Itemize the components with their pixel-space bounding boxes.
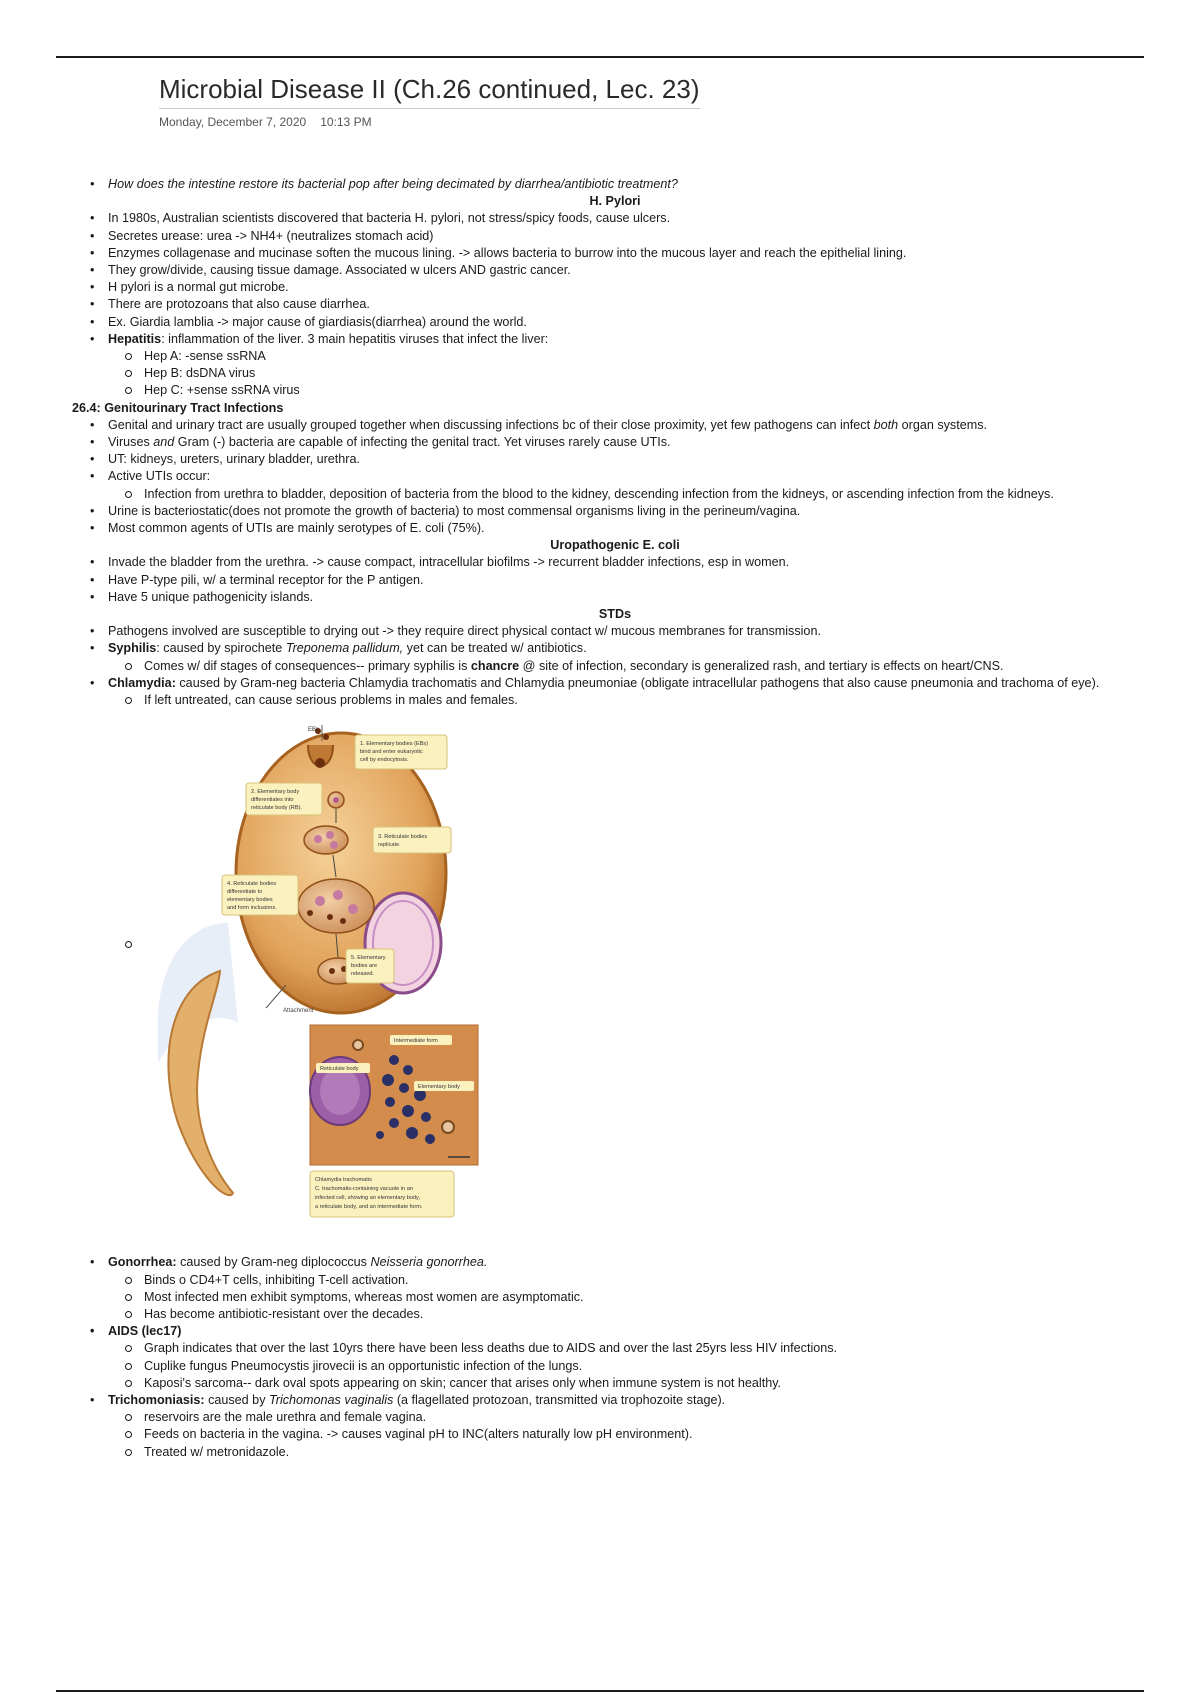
callout-step-2 — [246, 783, 322, 815]
callout-text: reticulate body (RB). — [251, 805, 302, 812]
vacuole-replicating — [304, 826, 348, 854]
eb-label: EBs — [308, 727, 320, 734]
callout-text: 3. Reticulate bodies — [378, 834, 428, 841]
list-item: • Secretes urease: urea -> NH4+ (neutralizes stomach acid) — [70, 228, 1160, 245]
elementary-body-micro — [389, 1118, 399, 1128]
list-item: Cuplike fungus Pneumocystis jirovecii is an opportunistic infection of the lungs. — [70, 1358, 1160, 1375]
micro-label-intermediate: Intermediate form — [394, 1038, 438, 1045]
section-title: Genitourinary Tract Infections — [100, 400, 284, 415]
elementary-body-micro — [389, 1055, 399, 1065]
callout-text: 5. Elementary — [351, 955, 386, 962]
list-item: • Ex. Giardia lamblia -> major cause of giardiasis(diarrhea) around the world. — [70, 314, 1160, 331]
attachment-pointer — [266, 985, 286, 1008]
elementary-body-micro — [421, 1112, 431, 1122]
elementary-body-entering — [315, 758, 325, 768]
reticulate-body — [314, 835, 322, 843]
list-item — [70, 417, 1160, 434]
text-run: organ systems. — [898, 417, 988, 432]
list-item: Most infected men exhibit symptoms, whereas most women are asymptomatic. — [70, 1289, 1160, 1306]
hepatitis-text: : inflammation of the liver. 3 main hepatitis viruses that infect the liver: — [161, 331, 549, 346]
top-rule — [56, 56, 1144, 58]
heading-uropathogenic-e-coli: Uropathogenic E. coli — [550, 538, 680, 553]
elementary-body — [329, 968, 335, 974]
list-item: • UT: kidneys, ureters, urinary bladder, urethra. — [70, 451, 1160, 468]
list-item: Has become antibiotic-resistant over the decades. — [70, 1306, 1160, 1323]
list-item: Feeds on bacteria in the vagina. -> causes vaginal pH to INC(alters naturally low pH environment). — [70, 1426, 1160, 1443]
chlamydia-micrograph — [310, 1025, 478, 1165]
list-item: • How does the intestine restore its bacterial pop after being decimated by diarrhea/antibiotic treatment? — [70, 176, 1160, 193]
reticulate-body-core — [320, 1067, 360, 1115]
text-run: Genital and urinary tract are usually grouped together when discussing infections bc of their close proximity, yet few pathogens can infect — [108, 417, 874, 432]
text-run: (a flagellated protozoan, transmitted via trophozoite stage). — [393, 1392, 726, 1407]
callout-box — [373, 827, 451, 853]
elementary-body-micro — [406, 1127, 418, 1139]
list-item-gonorrhea — [70, 1254, 1160, 1271]
caption-text: a reticulate body, and an intermediate form. — [315, 1204, 423, 1211]
callout-text: released. — [351, 971, 375, 978]
list-item-syphilis — [70, 640, 1160, 657]
text-run: caused by Gram-neg bacteria Chlamydia trachomatis and Chlamydia pneumoniae (obligate intracellular pathogens that also cause pneumonia and trachoma of eye). — [175, 675, 1100, 690]
elementary-body — [327, 914, 333, 920]
note-datetime — [159, 115, 700, 129]
list-item: • They grow/divide, causing tissue damage. Associated w ulcers AND gastric cancer. — [70, 262, 1160, 279]
elementary-body-micro — [382, 1074, 394, 1086]
list-item: reservoirs are the male urethra and female vagina. — [70, 1409, 1160, 1426]
list-item: • Active UTIs occur: — [70, 468, 1160, 485]
list-item: Infection from urethra to bladder, deposition of bacteria from the blood to the kidney, descending infection from the kidneys, or ascending infection from the kidneys. — [70, 486, 1160, 503]
elementary-body-micro — [425, 1134, 435, 1144]
list-item: • Enzymes collagenase and mucinase soften the mucous lining. -> allows bacteria to burrow into the mucous layer and reach the epithelial lining. — [70, 245, 1160, 262]
elementary-body-micro — [399, 1083, 409, 1093]
micro-label-reticulate: Reticulate body — [320, 1066, 359, 1073]
list-item: Hep A: -sense ssRNA — [70, 348, 1160, 365]
list-item: • H pylori is a normal gut microbe. — [70, 279, 1160, 296]
list-item — [70, 434, 1160, 451]
text-run: caused by — [204, 1392, 269, 1407]
list-item: Hep C: +sense ssRNA virus — [70, 382, 1160, 399]
elementary-body — [340, 918, 346, 924]
list-item: • Pathogens involved are susceptible to drying out -> they require direct physical contact w/ mucous membranes for transmission. — [70, 623, 1160, 640]
note-body — [70, 176, 1160, 1461]
callout-text: 2. Elementary body — [251, 789, 300, 796]
reticulate-body — [348, 904, 358, 914]
term-chlamydia: Chlamydia: — [108, 675, 176, 690]
intermediate-form-micro — [353, 1040, 363, 1050]
term-gonorrhea: Gonorrhea: — [108, 1255, 177, 1270]
text-run-italic: and — [153, 435, 175, 450]
section-heading-genitourinary — [70, 400, 1160, 417]
micro-label-elementary: Elementary body — [418, 1084, 460, 1091]
text-run-italic: Trichomonas vaginalis — [269, 1392, 394, 1407]
term-hepatitis: Hepatitis — [108, 331, 162, 346]
text-run: caused by Gram-neg diplococcus — [176, 1255, 371, 1270]
bottom-rule — [56, 1690, 1144, 1692]
text-run: Gram (-) bacteria are capable of infecting the genital tract. Yet viruses rarely cause UTIs. — [174, 435, 671, 450]
caption-text: Chlamydia trachomatis — [315, 1177, 372, 1184]
callout-text: elementary bodies — [227, 897, 273, 904]
figure-caption — [310, 1171, 454, 1217]
list-item: Hep B: dsDNA virus — [70, 365, 1160, 382]
list-item — [70, 658, 1160, 675]
term-trichomoniasis: Trichomoniasis: — [108, 1392, 205, 1407]
elementary-body-micro — [403, 1065, 413, 1075]
list-item: If left untreated, can cause serious problems in males and females. — [70, 692, 1160, 709]
list-item: • Invade the bladder from the urethra. -> cause compact, intracellular biofilms -> recurrent bladder infections, esp in women. — [70, 554, 1160, 571]
callout-text: cell by endocytosis. — [360, 757, 409, 764]
list-item: • Most common agents of UTIs are mainly serotypes of E. coli (75%). — [70, 520, 1160, 537]
callout-step-3 — [373, 827, 451, 853]
text-run-italic: Neisseria gonorrhea. — [370, 1255, 488, 1270]
callout-text: and form inclusions. — [227, 905, 277, 912]
list-item: • Have 5 unique pathogenicity islands. — [70, 589, 1160, 606]
chlamydia-life-cycle-figure — [158, 723, 518, 1253]
list-item: • There are protozoans that also cause diarrhea. — [70, 296, 1160, 313]
reticulate-body — [326, 831, 334, 839]
callout-text: 4. Reticulate bodies — [227, 881, 277, 888]
reticulate-body — [315, 896, 325, 906]
callout-step-5 — [346, 949, 394, 983]
vacuole-inclusion — [298, 879, 374, 933]
section-number: 26.4: — [72, 400, 101, 415]
reticulate-body — [330, 841, 338, 849]
caption-text: C. trachomatis-containing vacuole in an — [315, 1186, 413, 1193]
text-run: @ site of infection, secondary is generalized rash, and tertiary is effects on heart/CNS. — [519, 658, 1004, 673]
callout-text: bodies are — [351, 963, 378, 970]
heading-h-pylori: H. Pylori — [589, 194, 641, 209]
intermediate-form-micro — [442, 1121, 454, 1133]
list-item: • Have P-type pili, w/ a terminal receptor for the P antigen. — [70, 572, 1160, 589]
callout-step-1 — [355, 735, 447, 769]
list-item-aids: • AIDS (lec17) — [70, 1323, 1160, 1340]
list-item: Treated w/ metronidazole. — [70, 1444, 1160, 1461]
callout-step-4 — [222, 875, 298, 915]
text-run: yet can be treated w/ antibiotics. — [403, 641, 587, 656]
text-run-italic: Treponema pallidum, — [285, 641, 404, 656]
list-item-chlamydia — [70, 675, 1160, 692]
list-item-trichomoniasis — [70, 1392, 1160, 1409]
elementary-body-outside — [323, 734, 329, 740]
note-time: 10:13 PM — [320, 115, 372, 129]
callout-text: bind and enter eukaryotic — [360, 749, 423, 756]
page-title: Microbial Disease II (Ch.26 continued, Lec. 23) — [159, 74, 700, 109]
list-item: • In 1980s, Australian scientists discovered that bacteria H. pylori, not stress/spicy foods, cause ulcers. — [70, 210, 1160, 227]
callout-text: differentiate to — [227, 889, 263, 896]
caption-text: infected cell, showing an elementary body, — [315, 1195, 420, 1202]
note-date: Monday, December 7, 2020 — [159, 115, 307, 129]
reticulate-body — [333, 890, 343, 900]
list-item: Binds o CD4+T cells, inhibiting T-cell activation. — [70, 1272, 1160, 1289]
figure-bullet — [125, 941, 132, 948]
chlamydia-figure-row — [70, 709, 1160, 1254]
text-run: : caused by spirochete — [156, 641, 286, 656]
callout-text: replicate. — [378, 842, 401, 849]
elementary-body — [307, 910, 313, 916]
note-header — [159, 74, 700, 129]
list-item: • Urine is bacteriostatic(does not promote the growth of bacteria) to most commensal organisms living in the perineum/vagina. — [70, 503, 1160, 520]
term-syphilis: Syphilis — [108, 641, 157, 656]
attachment-label: Attachment — [283, 1008, 314, 1015]
text-run-italic: both — [873, 417, 899, 432]
text-run-bold: chancre — [470, 658, 520, 673]
elementary-body-micro — [402, 1105, 414, 1117]
callout-text: differentiates into — [251, 797, 294, 804]
list-item: Graph indicates that over the last 10yrs there have been less deaths due to AIDS and over the last 25yrs less HIV infections. — [70, 1340, 1160, 1357]
text-run: Comes w/ dif stages of consequences-- primary syphilis is — [144, 658, 471, 673]
heading-stds: STDs — [598, 607, 632, 622]
list-item-hepatitis — [70, 331, 1160, 348]
callout-text: 1. Elementary bodies (EBs) — [360, 741, 429, 748]
text-run: Viruses — [108, 435, 154, 450]
list-item: Kaposi's sarcoma-- dark oval spots appearing on skin; cancer that arises only when immune system is not healthy. — [70, 1375, 1160, 1392]
reticulate-body-small — [333, 797, 339, 803]
elementary-body-micro — [376, 1131, 384, 1139]
elementary-body-micro — [385, 1097, 395, 1107]
